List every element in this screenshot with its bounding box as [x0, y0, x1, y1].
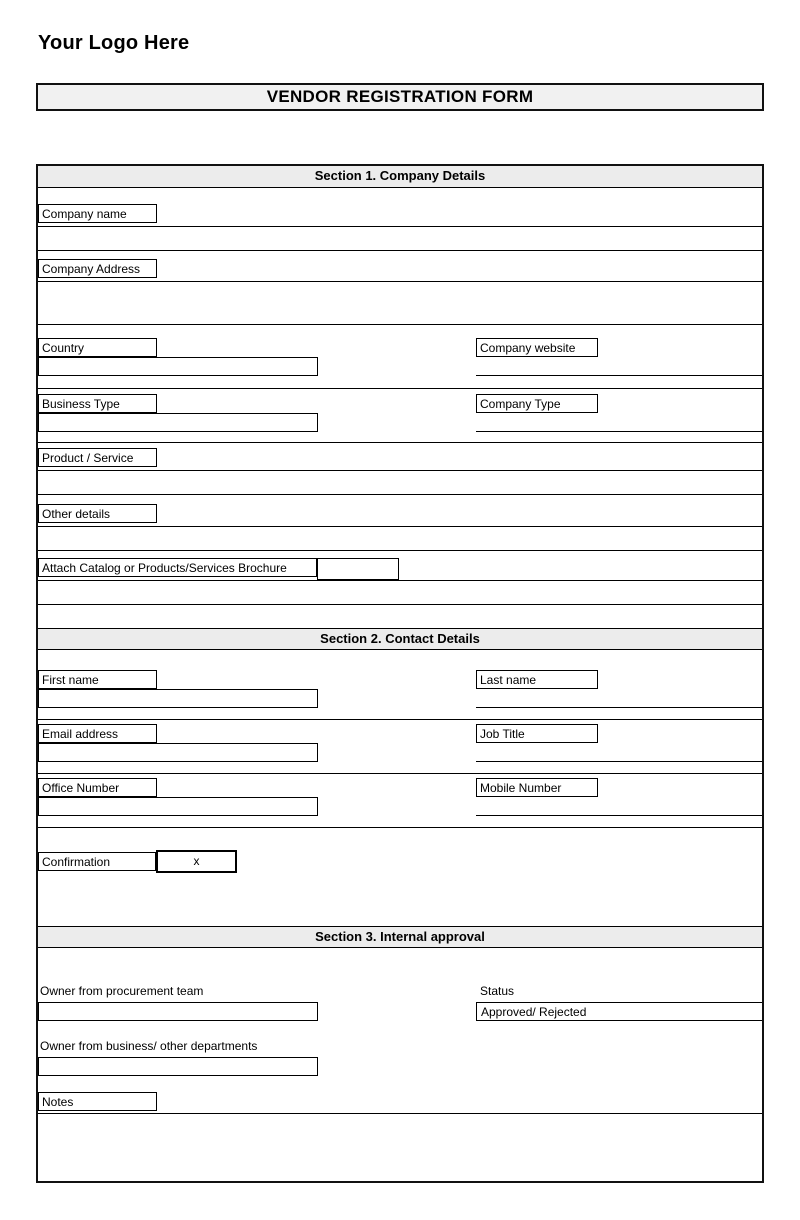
business-type-input[interactable] [38, 413, 318, 432]
grid-line [38, 494, 762, 495]
product-service-input[interactable] [38, 471, 762, 493]
other-details-input[interactable] [38, 527, 762, 549]
attach-catalog-label: Attach Catalog or Products/Services Brochure [38, 558, 317, 577]
company-name-input[interactable] [159, 205, 762, 225]
notes-label: Notes [38, 1092, 157, 1111]
grid-line [38, 604, 762, 605]
section1-title: Section 1. Company Details [314, 168, 486, 183]
grid-line [38, 550, 762, 551]
confirmation-checkbox[interactable]: x [156, 850, 237, 873]
grid-line [38, 526, 762, 527]
other-details-label: Other details [38, 504, 157, 523]
company-website-label: Company website [476, 338, 598, 357]
section1-header [38, 166, 762, 188]
first-name-input[interactable] [38, 689, 318, 708]
logo-text: Your Logo Here [38, 32, 190, 54]
grid-line [38, 388, 762, 389]
owner-procurement-input[interactable] [38, 1002, 318, 1021]
owner-business-input[interactable] [38, 1057, 318, 1076]
mobile-number-label: Mobile Number [476, 778, 598, 797]
last-name-label: Last name [476, 670, 598, 689]
grid-line [38, 719, 762, 720]
status-value[interactable]: Approved/ Rejected [476, 1002, 762, 1021]
section2-title: Section 2. Contact Details [320, 631, 480, 646]
grid-line [38, 773, 762, 774]
first-name-label: First name [38, 670, 157, 689]
grid-line [38, 250, 762, 251]
company-type-input[interactable] [476, 413, 762, 432]
company-address-label: Company Address [38, 259, 157, 278]
last-name-input[interactable] [476, 689, 762, 708]
form-title: VENDOR REGISTRATION FORM [266, 87, 534, 106]
grid-line [38, 226, 762, 227]
vendor-registration-form [36, 164, 764, 1183]
grid-line [38, 281, 762, 282]
section3-title: Section 3. Internal approval [315, 929, 485, 944]
form-title-bar [36, 83, 764, 111]
grid-line [38, 442, 762, 443]
office-number-input[interactable] [38, 797, 318, 816]
section2-header [38, 628, 762, 650]
notes-input[interactable] [38, 1114, 762, 1179]
owner-business-label: Owner from business/ other departments [40, 1039, 258, 1053]
business-type-label: Business Type [38, 394, 157, 413]
product-service-label: Product / Service [38, 448, 157, 467]
confirmation-label: Confirmation [38, 852, 156, 871]
section3-header [38, 926, 762, 948]
grid-line [38, 470, 762, 471]
email-address-label: Email address [38, 724, 157, 743]
company-type-label: Company Type [476, 394, 598, 413]
company-address-input[interactable] [38, 283, 762, 323]
attach-catalog-input[interactable] [317, 558, 399, 580]
company-website-input[interactable] [476, 357, 762, 376]
status-label: Status [480, 984, 515, 998]
email-address-input[interactable] [38, 743, 318, 762]
grid-line [38, 324, 762, 325]
owner-procurement-label: Owner from procurement team [40, 984, 204, 998]
grid-line [38, 580, 762, 581]
grid-line [38, 827, 762, 828]
job-title-input[interactable] [476, 743, 762, 762]
office-number-label: Office Number [38, 778, 157, 797]
job-title-label: Job Title [476, 724, 598, 743]
mobile-number-input[interactable] [476, 797, 762, 816]
country-label: Country [38, 338, 157, 357]
country-input[interactable] [38, 357, 318, 376]
company-name-label: Company name [38, 204, 157, 223]
